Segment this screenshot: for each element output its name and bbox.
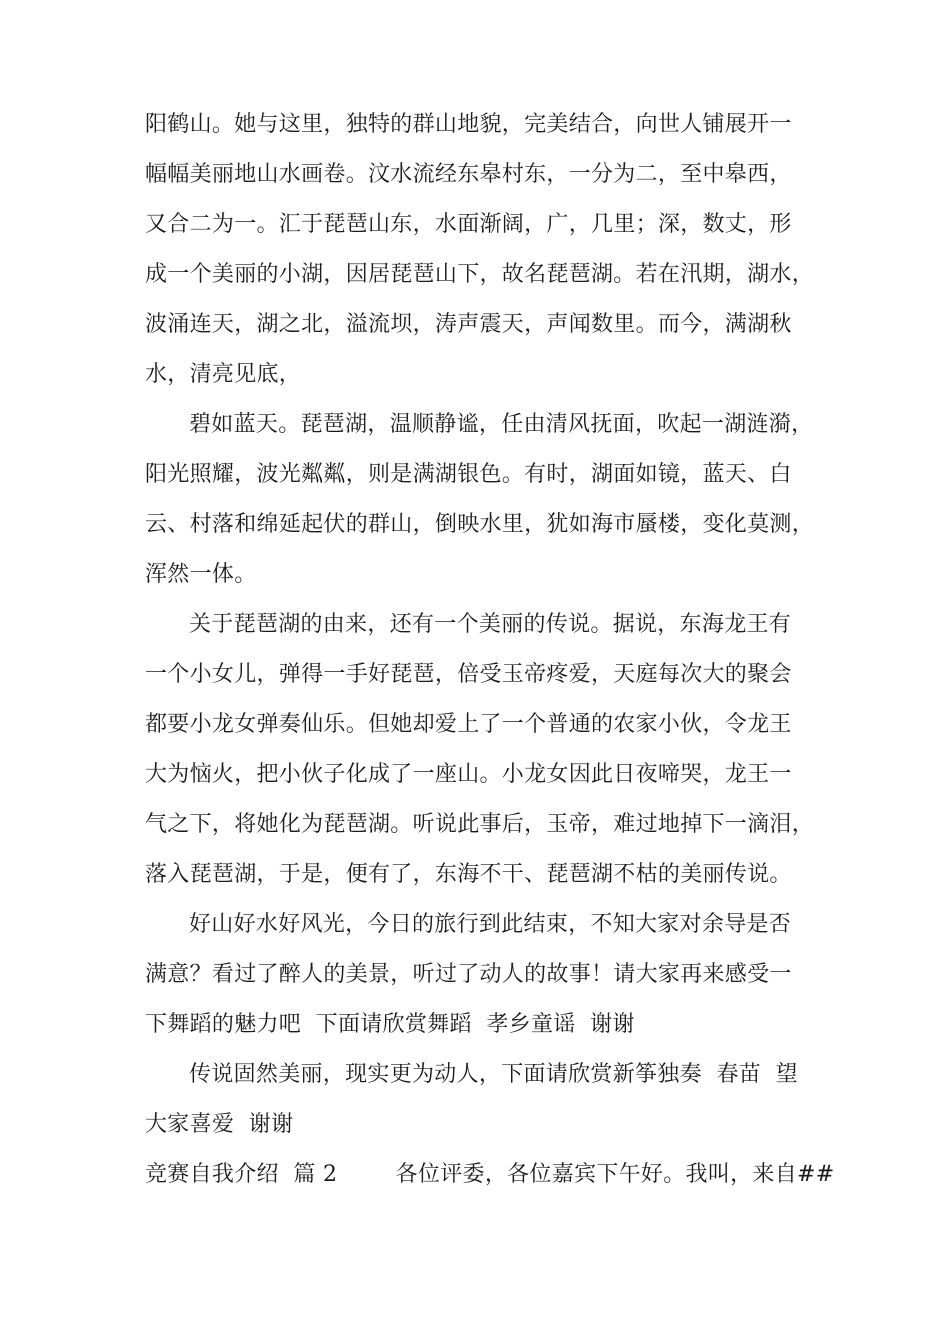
- text-line: 落入琵琶湖，于是，便有了，东海不干、琵琶湖不枯的美丽传说。: [145, 862, 792, 887]
- text-line: 阳鹤山。她与这里，独特的群山地貌，完美结合，向世人铺展开一: [145, 112, 792, 137]
- paragraph-start-line: 传说固然美丽，现实更为动人，下面请欣赏新筝独奏 春苗 望: [189, 1062, 798, 1087]
- text-line: 大为恼火，把小伙子化成了一座山。小龙女因此日夜啼哭，龙王一: [145, 762, 792, 787]
- text-line: 成一个美丽的小湖，因居琵琶山下，故名琵琶湖。若在汛期，湖水，: [145, 262, 815, 287]
- paragraph-start-line: 好山好水好风光，今日的旅行到此结束，不知大家对余导是否: [189, 912, 792, 937]
- text-line: 满意？看过了醉人的美景，听过了动人的故事！请大家再来感受一: [145, 962, 792, 987]
- text-line: 水，清亮见底，: [145, 362, 302, 387]
- text-line: 又合二为一。汇于琵琶山东，水面渐阔，广，几里；深，数丈，形: [145, 212, 792, 237]
- document-page: [145, 100, 835, 1200]
- text-line: 云、村落和绵延起伏的群山，倒映水里，犹如海市蜃楼，变化莫测，: [145, 512, 815, 537]
- text-line: 一个小女儿，弹得一手好琵琶，倍受玉帝疼爱，天庭每次大的聚会: [145, 662, 792, 687]
- paragraph-start-line: 关于琵琶湖的由来，还有一个美丽的传说。据说，东海龙王有: [189, 612, 792, 637]
- paragraph-start-line: 碧如蓝天。琵琶湖，温顺静谧，任由清风抚面，吹起一湖涟漪，: [189, 412, 814, 437]
- text-line: 波涌连天，湖之北，溢流坝，涛声震天，声闻数里。而今，满湖秋: [145, 312, 792, 337]
- text-line: 浑然一体。: [145, 562, 257, 587]
- text-line: 幅幅美丽地山水画卷。汶水流经东皋村东，一分为二，至中皋西，: [145, 162, 792, 187]
- text-line: 阳光照耀，波光粼粼，则是满湖银色。有时，湖面如镜，蓝天、白: [145, 462, 792, 487]
- text-line: 下舞蹈的魅力吧 下面请欣赏舞蹈 孝乡童谣 谢谢: [145, 1012, 635, 1037]
- text-line: 气之下，将她化为琵琶湖。听说此事后，玉帝，难过地掉下一滴泪，: [145, 812, 815, 837]
- text-line: 都要小龙女弹奏仙乐。但她却爱上了一个普通的农家小伙，令龙王: [145, 712, 792, 737]
- text-line: 大家喜爱 谢谢: [145, 1112, 294, 1137]
- section-heading-line: 竞赛自我介绍 篇 2 各位评委，各位嘉宾下午好。我叫，来自##: [145, 1162, 835, 1187]
